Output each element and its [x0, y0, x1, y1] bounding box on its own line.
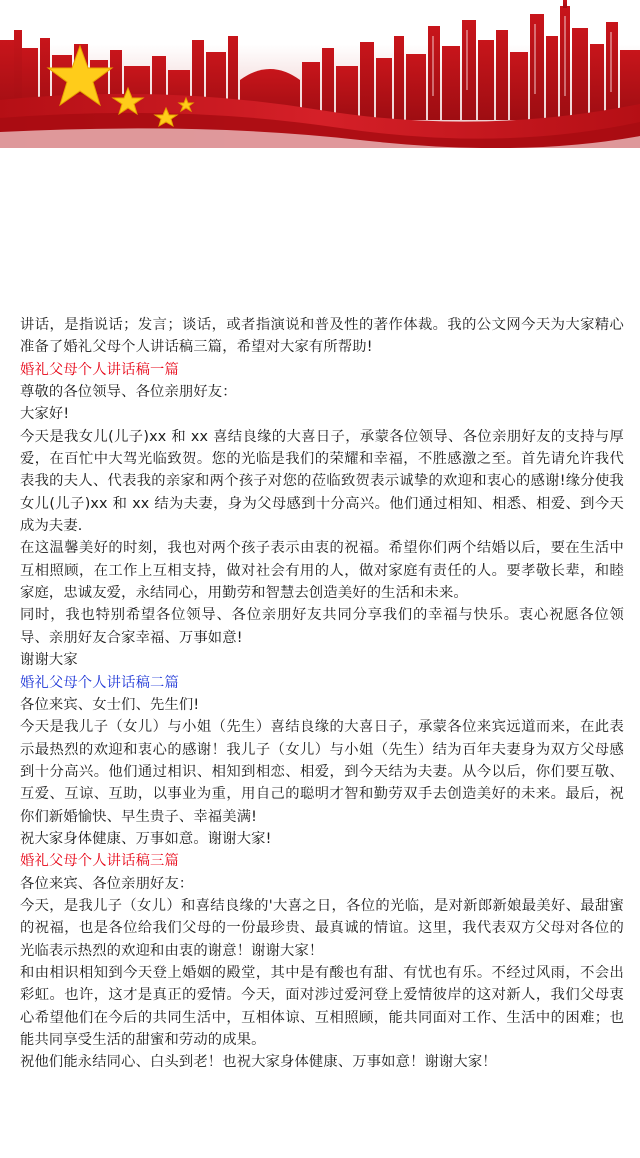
city-skyline-banner-graphic — [0, 0, 640, 148]
section-1-title: 婚礼父母个人讲话稿一篇 — [20, 361, 179, 378]
section-2-paragraph: 祝大家身体健康、万事如意。谢谢大家! — [20, 830, 272, 847]
section-3-paragraph: 和由相识相知到今天登上婚姻的殿堂，其中是有酸也有甜、有忧也有乐。不经过风雨，不会出彩虹。也许，这才是真正的爱情。今天，面对涉过爱河登上爱情彼岸的这对新人，我们父母衷心希望他们在今后的共同生活中，互相体谅、互相照顾，能共同面对工作、生活中的困难；也能共同享受生活的甜蜜和劳动的成果。 — [20, 964, 624, 1048]
section-3-title: 婚礼父母个人讲话稿三篇 — [20, 853, 179, 870]
section-2-paragraph: 今天是我儿子（女儿）与小姐（先生）喜结良缘的大喜日子，承蒙各位来宾远道而来，在此表示最热烈的欢迎和衷心的感谢！我儿子（女儿）与小姐（先生）结为百年夫妻身为双方父母感到十分高兴。他们通过相识、相知到相恋、相爱，到今天结为夫妻。从今以后，你们要互敬、互爱、互谅、互助，以事业为重，用自己的聪明才智和勤劳双手去创造美好的未来。最后，祝你们新婚愉快、早生贵子、幸福美满! — [20, 719, 624, 825]
section-2-title: 婚礼父母个人讲话稿二篇 — [20, 674, 179, 691]
section-3-paragraph: 各位来宾、各位亲朋好友： — [20, 875, 194, 892]
article-body — [20, 314, 624, 1074]
section-3-paragraph: 祝他们能永结同心、白头到老！也祝大家身体健康、万事如意！谢谢大家！ — [20, 1054, 497, 1071]
section-1-paragraph: 在这温馨美好的时刻，我也对两个孩子表示由衷的祝福。希望你们两个结婚以后，要在生活中互相照顾，在工作上互相支持，做对社会有用的人，做对家庭有责任的人。要孝敬长辈，和睦家庭，忠诚友爱，永结同心，用勤劳和智慧去创造美好的生活和未来。 — [20, 540, 624, 602]
section-1-paragraph: 尊敬的各位领导、各位亲朋好友： — [20, 384, 237, 401]
section-1-paragraph: 今天是我女儿(儿子)xx 和 xx 喜结良缘的大喜日子，承蒙各位领导、各位亲朋好友的支持与厚爱，在百忙中大驾光临致贺。您的光临是我们的荣耀和幸福，不胜感激之至。首先请允许我代表我的夫人、代表我的亲家和两个孩子对您的莅临致贺表示诚挚的欢迎和衷心的感谢!缘分使我女儿(儿子)xx 和 xx 结为夫妻，身为父母感到十分高兴。他们通过相知、相悉、相爱、到今天成为夫妻. — [20, 428, 624, 535]
section-2-paragraph: 各位来宾、女士们、先生们! — [20, 696, 200, 713]
section-1-paragraph: 大家好! — [20, 406, 70, 423]
section-3-paragraph: 今天，是我儿子（女儿）和喜结良缘的'大喜之日，各位的光临，是对新郎新娘最美好、最甜蜜的祝福，也是各位给我们父母的一份最珍贵、最真诚的情谊。这里，我代表双方父母对各位的光临表示热烈的欢迎和由衷的谢意！谢谢大家！ — [20, 897, 624, 959]
section-1-paragraph: 谢谢大家 — [20, 652, 78, 669]
header-banner — [0, 0, 640, 148]
intro-paragraph: 讲话，是指说话；发言；谈话，或者指演说和普及性的著作体裁。我的公文网今天为大家精心准备了婚礼父母个人讲话稿三篇，希望对大家有所帮助! — [20, 317, 624, 356]
section-1-paragraph: 同时，我也特别希望各位领导、各位亲朋好友共同分享我们的幸福与快乐。衷心祝愿各位领导、亲朋好友合家幸福、万事如意! — [20, 607, 624, 646]
